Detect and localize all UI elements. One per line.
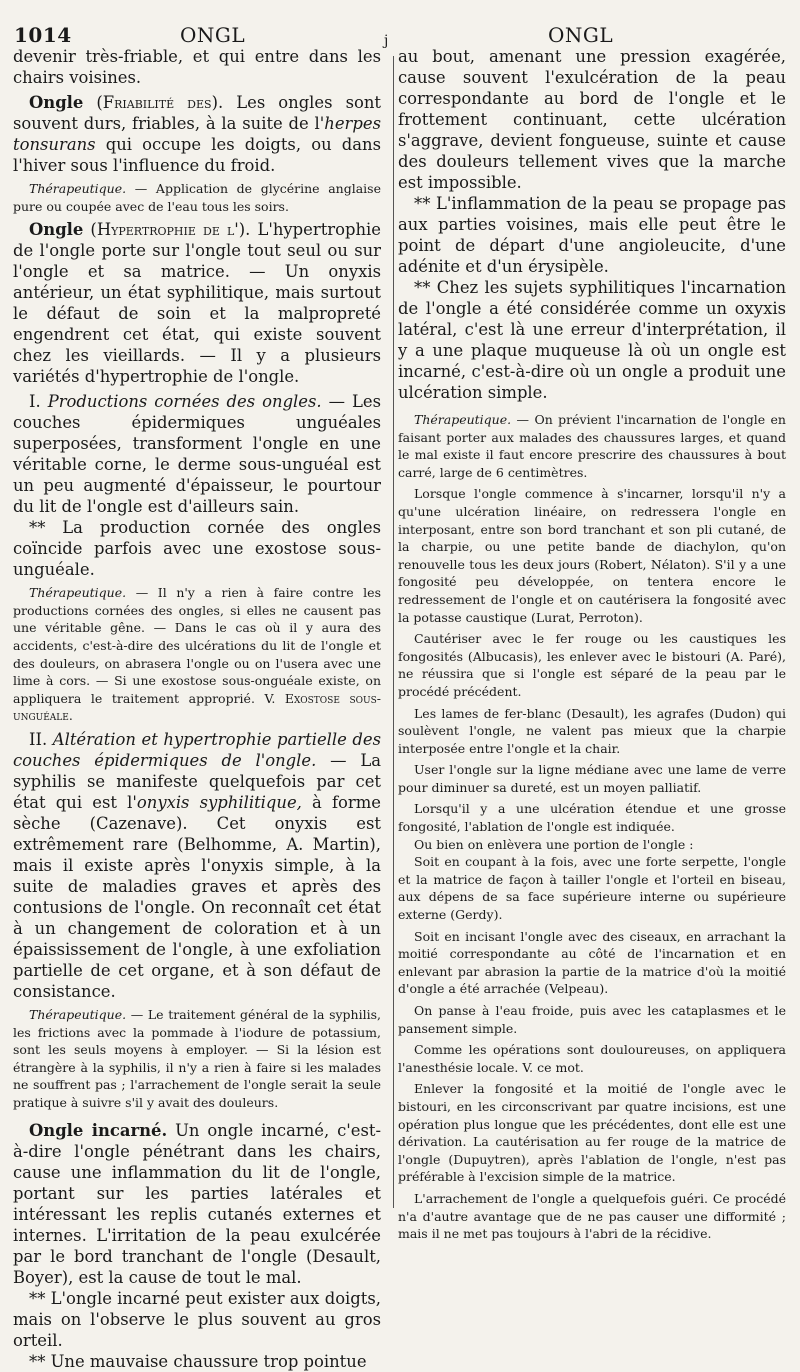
paragraph: On panse à l'eau froide, puis avec les cataplasmes et le pansement simple. <box>398 1003 786 1036</box>
paragraph: Les lames de fer-blanc (Desault), les agrafes (Dudon) qui soulèvent l'ongle, ne valent pas mieux que la charpie interposée entre l'ongle et la chair. <box>398 705 786 756</box>
entry-qualifier: (Friabilité des). <box>96 93 224 112</box>
asterism-note: ** L'ongle incarné peut exister aux doigts, mais on l'observe le plus souvent au gros orteil. <box>13 1288 381 1350</box>
section-title: Altération et hypertrophie partielle des couches épidermiques de l'ongle. <box>13 729 381 770</box>
paragraph: au bout, amenant une pression exagérée, cause souvent l'exulcération de la peau correspondante au bord de l'ongle et le frottement continuant, cette ulcération s'aggrave, devient fongueuse, suinte et cause des douleurs tellement vives que la marche est impossible. <box>398 47 786 192</box>
entry-qualifier: (Hypertrophie de l'). <box>90 220 251 240</box>
paragraph: Enlever la fongosité et la moitié de l'ongle avec le bistouri, en les circonscrivant par quatre incisions, est une opération plus longue que les précédentes, dont elle est une dérivation. La cautérisation au fer rouge de la matrice de l'ongle (Dupuytren), après l'ablation de l'ongle, n'est pas préférable à l'excision simple de la matrice. <box>398 1081 786 1185</box>
therapeutique-label: Thérapeutique. <box>414 412 512 427</box>
left-column <box>13 46 381 1372</box>
therapeutique-note <box>13 180 381 215</box>
running-header-right: ONGL <box>548 23 614 47</box>
therapeutique-note <box>398 411 786 481</box>
therapeutique-note <box>13 1006 381 1112</box>
column-divider <box>393 56 394 1208</box>
section-number: II. <box>29 729 48 749</box>
entry-text: Les ongles sont souvent durs, friables, à la suite de l' <box>13 93 381 133</box>
note-text: — Application de glycérine anglaise pure ou coupée avec de l'eau tous les soirs. <box>13 181 381 214</box>
note-text: — Il n'y a rien à faire contre les productions cornées des ongles, si elles ne causent pas une véritable gêne. — Dans le cas où il y aura des accidents, c'est-à-dire des ulcérations du lit de l'ongle et des douleurs, on abrasera l'ongle ou on l'usera avec une lime à cors. — Si une exostose sous-onguéale existe, on appliquera le traitement approprié. V. <box>13 585 381 706</box>
asterism-note: ** Une mauvaise chaussure trop pointue <box>29 1351 367 1371</box>
therapeutique-label: Thérapeutique. <box>29 181 127 196</box>
section-two <box>13 729 381 1002</box>
paragraph: L'arrachement de l'ongle a quelquefois guéri. Ce procédé n'a d'autre avantage que de ne pas causer une difformité ; mais il ne met pas toujours à l'abri de la récidive. <box>398 1190 786 1242</box>
entry-headword: Ongle incarné. <box>29 1120 168 1140</box>
paragraph: Soit en coupant à la fois, avec une forte serpette, l'ongle et la matrice de façon à tailler l'ongle et l'orteil en biseau, aux dépens de sa face supérieure interne ou supérieure externe (Gerdy). <box>398 854 786 923</box>
entry-headword: Ongle <box>29 93 84 112</box>
section-text: à forme sèche (Cazenave). Cet onyxis est extrêmement rare (Belhomme, A. Martin), mais il existe après l'onyxis simple, à la suite de maladies graves et après des contusions de l'ongle. On reconnaît cet état à un changement de coloration et à un épaississement de l'ongle, à une exfoliation partielle de cet organe, et à son défaut de consistance. <box>13 792 381 1001</box>
entry-incarne <box>13 1120 381 1288</box>
italic-term: onyxis syphilitique, <box>136 792 302 812</box>
paragraph: User l'ongle sur la ligne médiane avec une lame de verre pour diminuer sa dureté, est un moyen palliatif. <box>398 762 786 795</box>
asterism-note: ** La production cornée des ongles coïncide parfois avec une exostose sous-unguéale. <box>13 518 381 580</box>
paragraph: Cautériser avec le fer rouge ou les caustiques les fongosités (Albucasis), les enlever avec le bistouri (A. Paré), ne réussira que si l'ongle est séparé de la peau par le procédé précédent. <box>398 631 786 699</box>
entry-headword: Ongle <box>29 220 84 240</box>
paragraph: Comme les opérations sont douloureuses, on appliquera l'anesthésie locale. V. ce mot. <box>398 1042 786 1075</box>
paragraph: Ou bien on enlèvera une portion de l'ongle : <box>414 836 694 852</box>
therapeutique-label: Thérapeutique. <box>29 1006 127 1022</box>
note-text: — On prévient l'incarnation de l'ongle en faisant porter aux malades des chaussures larges, et quand le mal existe il faut encore prescrire des chaussures à bout carré, large de 6 centimètres. <box>398 412 786 480</box>
therapeutique-label: Thérapeutique. <box>29 585 127 601</box>
paragraph: devenir très-friable, et qui entre dans les chairs voisines. <box>13 47 381 87</box>
note-text: — Le traitement général de la syphilis, les frictions avec la pommade à l'iodure de potassium, sont les seuls moyens à employer. — Si la lésion est étrangère à la syphilis, il n'y a rien à faire si les malades ne souffrent pas ; l'arrachement de l'ongle serait la seule pratique à suivre s'il y avait des douleurs. <box>13 1006 381 1110</box>
section-number: I. <box>29 392 41 412</box>
entry-text: qui occupe les doigts, ou dans l'hiver sous l'influence du froid. <box>13 135 381 175</box>
section-text: — La syphilis se manifeste quelquefois par cet état qui est l' <box>13 750 382 812</box>
italic-term: herpes tonsurans <box>13 114 381 154</box>
paragraph: Soit en incisant l'ongle avec des ciseaux, en arrachant la moitié correspondante au côté de l'incarnation et en enlevant par abrasion la partie de la matrice d'où la moitié d'ongle a été arrachée (Velpeau). <box>398 928 786 997</box>
running-header-left: ONGL <box>180 23 246 47</box>
entry-text: Un ongle incarné, c'est-à-dire l'ongle pénétrant dans les chairs, cause une inflammation du lit de l'ongle, portant sur les parties latérales et intéressant les replis cutanés externes et internes. L'irritation de la peau exulcérée par le bord tranchant de l'ongle (Desault, Boyer), est la cause de tout le mal. <box>13 1120 381 1287</box>
section-one <box>13 391 381 517</box>
paragraph: Lorsque l'ongle commence à s'incarner, lorsqu'il n'y a qu'une ulcération linéaire, on redressera l'ongle en interposant, entre son bord tranchant et son pli cutané, de la charpie, ou une petite bande de diachylon, qu'on renouvelle tous les deux jours (Robert, Nélaton). S'il y a une fongosité peu développée, on tentera encore le redressement de l'ongle et on cautérisera la fongosité avec la potasse caustique (Lurat, Perroton). <box>398 486 786 625</box>
section-text: — Les couches épidermiques unguéales superposées, transforment l'ongle en une véritable corne, le derme sous-unguéal est un peu augmenté d'épaisseur, le pourtour du lit de l'ongle est d'ailleurs sain. <box>13 392 381 517</box>
right-column <box>398 46 786 1243</box>
entry-text: L'hypertrophie de l'ongle porte sur l'ongle tout seul ou sur l'ongle et sa matrice. — Un onyxis antérieur, un état syphilitique, mais surtout le défaut de soin et la malpropreté engendrent cet état, qui existe souvent chez les vieillards. — Il y a plusieurs variétés d'hypertrophie de l'ongle. <box>13 220 381 387</box>
cross-reference: Exostose sous-unguéale. <box>13 690 381 724</box>
page-number: 1014 <box>14 23 72 47</box>
paragraph: Lorsqu'il y a une ulcération étendue et une grosse fongosité, l'ablation de l'ongle est indiquée. <box>398 801 786 835</box>
therapeutique-note <box>13 584 381 725</box>
entry-hypertrophie <box>13 219 381 387</box>
asterism-note: ** Chez les sujets syphilitiques l'incarnation de l'ongle a été considérée comme un oxyxis latéral, c'est là une erreur d'interprétation, il y a une plaque muqueuse là où un ongle est incarné, c'est-à-dire où un ongle a produit une ulcération simple. <box>398 278 786 402</box>
entry-friabilite <box>13 92 381 176</box>
asterism-note: ** L'inflammation de la peau se propage pas aux parties voisines, mais elle peut être le point de départ d'une angioleucite, d'une adénite et d'un érysipèle. <box>398 194 786 276</box>
center-mark: j <box>384 33 389 49</box>
section-title: Productions cornées des ongles. <box>47 392 322 412</box>
